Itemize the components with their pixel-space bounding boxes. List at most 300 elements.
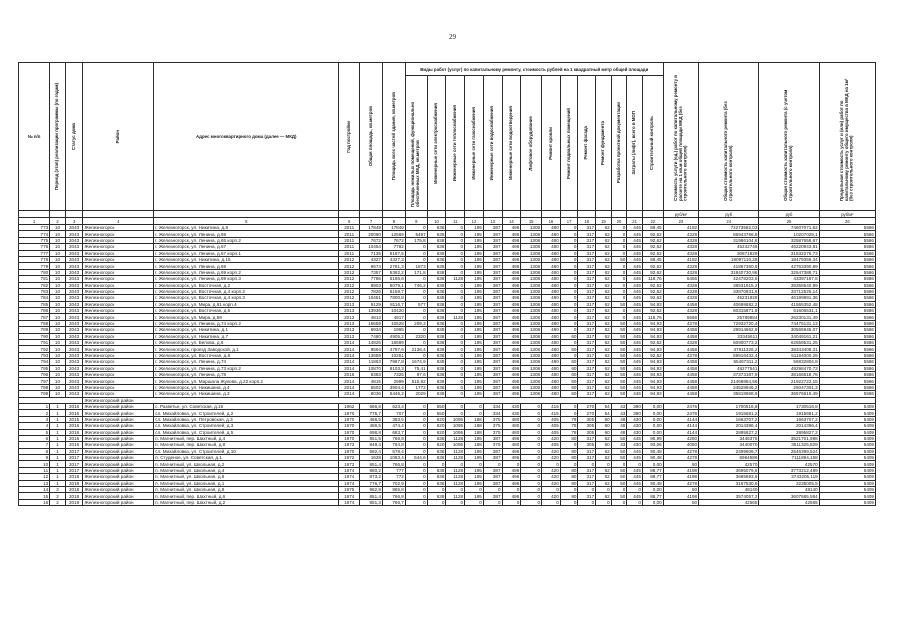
table-cell: 1 [50, 461, 66, 467]
table-cell: 10870 [360, 365, 383, 371]
table-cell: 4182 [663, 256, 698, 262]
table-cell: п. Магнитный, пер. Шахтный, д.6 [154, 493, 339, 499]
table-cell: 10 [50, 371, 66, 377]
table-cell: 0 [560, 263, 578, 269]
table-cell: Железногорск [83, 250, 154, 256]
table-cell: 430 [502, 410, 521, 416]
table-cell: 50 [611, 359, 627, 365]
column-number-cell: 26 [819, 218, 875, 225]
table-cell: 97,6 [405, 371, 427, 377]
col-total-cost-sk-header-text: Общая стоимость капитального ремонта (с учетом строительного контроля) [783, 89, 794, 201]
table-cell: Железногорский район [83, 410, 154, 416]
table-cell: 62 [596, 244, 612, 250]
table-cell: 0 [502, 461, 521, 467]
table-cell: 445 [627, 352, 643, 358]
table-cell: 5409 [819, 410, 875, 416]
table-cell: 789 [19, 327, 50, 333]
table-cell: 480 [542, 346, 561, 352]
table-cell: г. Железногорск, ул. Маршала Жукова, д.22 корп.2 [154, 378, 339, 384]
table-cell: 334 [483, 403, 502, 409]
table-cell: 188 [465, 416, 484, 422]
table-cell: 317 [578, 493, 596, 499]
table-cell: 80 [560, 435, 578, 441]
table-cell: 5586 [819, 308, 875, 314]
table-cell: 25789884 [699, 314, 759, 320]
table-cell: 4328 [663, 250, 698, 256]
table-cell: 445 [627, 231, 643, 237]
table-cell: 4328 [663, 308, 698, 314]
table-cell: 480 [542, 359, 561, 365]
table-cell: 7782 [382, 244, 405, 250]
table-cell: 0 [560, 250, 578, 256]
table-cell: 496 [502, 365, 521, 371]
table-cell: 0 [627, 461, 643, 467]
table-cell: 5586 [819, 301, 875, 307]
table-cell: 12 [19, 474, 50, 480]
table-cell: 0 [596, 461, 612, 467]
table-cell: 638 [427, 308, 446, 314]
table-cell: 480 [542, 237, 561, 243]
table-cell: 62 [596, 276, 612, 282]
table-cell: 195 [465, 237, 484, 243]
table-cell: 5586 [819, 391, 875, 397]
table-cell: 1 [50, 416, 66, 422]
table-cell: 317 [578, 295, 596, 301]
table-cell: 92,62 [642, 295, 663, 301]
table-cell: 5586 [819, 269, 875, 275]
table-cell: 92,62 [642, 352, 663, 358]
table-cell: 638 [427, 282, 446, 288]
table-cell: 18097110,28 [699, 256, 759, 262]
table-cell: 317 [578, 231, 596, 237]
table-cell: 780 [19, 269, 50, 275]
table-cell: 1308 [521, 256, 542, 262]
table-cell: 195 [465, 391, 484, 397]
table-cell: 5586 [819, 276, 875, 282]
table-cell: 8 [19, 448, 50, 454]
table-cell: 9 [19, 455, 50, 461]
work-type-header [578, 76, 596, 211]
table-cell: 1970 [339, 448, 360, 454]
table-cell: 14 [19, 487, 50, 493]
table-cell: 0 [521, 474, 542, 480]
table-cell: 638 [427, 276, 446, 282]
table-cell: 33870931,6 [699, 288, 759, 294]
table-cell: 2546399,524 [759, 448, 819, 454]
table-cell: 0 [405, 499, 427, 505]
table-cell: 50 [611, 448, 627, 454]
table-cell: 796 [19, 371, 50, 377]
table-cell: 48 [611, 429, 627, 435]
table-cell: 38343408,31 [759, 346, 819, 352]
table-cell: 0 [560, 461, 578, 467]
table-cell: 92,62 [642, 269, 663, 275]
table-cell: 8594 [360, 346, 383, 352]
table-cell: 93,06 [642, 442, 663, 448]
table-cell: 962,8 [360, 487, 383, 493]
table-cell: Железногорск [83, 237, 154, 243]
table-cell: 496 [502, 371, 521, 377]
table-cell: 405 [542, 442, 561, 448]
table-cell: 2 [50, 487, 66, 493]
table-cell: 5566 [663, 314, 698, 320]
table-cell: 0,00 [642, 461, 663, 467]
table-cell: 42570 [699, 461, 759, 467]
table-cell: 638 [427, 295, 446, 301]
table-cell: 80 [560, 467, 578, 473]
table-cell: 49298470,73 [759, 365, 819, 371]
table-cell: 0 [446, 391, 465, 397]
table-cell: 195 [465, 371, 484, 377]
table-cell: 2014 [339, 340, 360, 346]
table-cell: 387 [483, 384, 502, 390]
table-cell: Железногорский район [83, 474, 154, 480]
work-type-header-text: Строительный контроль [649, 115, 655, 171]
table-cell: сл. Михайловка, ул. Петровская, д.3 [154, 416, 339, 422]
table-cell: 764,8 [382, 442, 405, 448]
table-cell: 0 [560, 410, 578, 416]
table-cell: 1628 [360, 455, 383, 461]
table-cell: 10 [50, 288, 66, 294]
table-cell: 1128 [446, 455, 465, 461]
table-cell: 2013 [339, 333, 360, 339]
table-cell: 793 [19, 352, 50, 358]
table-cell: 387 [483, 269, 502, 275]
table-cell: 2999 [382, 378, 405, 384]
table-cell: 1973 [339, 461, 360, 467]
table-cell: 797 [19, 378, 50, 384]
column-number-cell: 22 [642, 218, 663, 225]
table-cell: 10 [50, 256, 66, 262]
table-cell: 88,77 [642, 467, 663, 473]
table-cell: 56832804,8 [759, 359, 819, 365]
table-cell: 60 [596, 442, 612, 448]
table-cell: 387 [483, 493, 502, 499]
table-cell: 1962 [339, 403, 360, 409]
table-cell: 0 [446, 340, 465, 346]
table-cell: 0 [521, 403, 542, 409]
table-cell: 5409 [819, 435, 875, 441]
table-cell: 420 [542, 435, 561, 441]
table-cell: 62 [596, 295, 612, 301]
col-period-header [50, 63, 66, 211]
table-cell: 317 [578, 269, 596, 275]
table-cell: 496 [502, 301, 521, 307]
table-cell: 175,8 [405, 237, 427, 243]
column-number-cell: 23 [663, 218, 698, 225]
table-cell: 480 [542, 250, 561, 256]
table-cell: 5456 [663, 276, 698, 282]
table-cell: 195 [465, 314, 484, 320]
table-cell: 0 [483, 499, 502, 505]
table-cell: 4144 [663, 416, 698, 422]
table-cell: 195 [465, 359, 484, 365]
table-cell: 0 [578, 487, 596, 493]
table-cell: 0 [521, 480, 542, 486]
table-cell: 0 [446, 269, 465, 275]
table-cell: 387 [483, 480, 502, 486]
table-cell: г. Железногорск, ул. Никитина, д.1 [154, 327, 339, 333]
table-cell: 1308 [521, 320, 542, 326]
table-cell: 2011 [339, 250, 360, 256]
table-cell: 2012 [339, 263, 360, 269]
table-cell: 2014 [339, 391, 360, 397]
table-cell: 445 [627, 237, 643, 243]
table-cell: 5586 [819, 314, 875, 320]
table-cell: 0 [560, 403, 578, 409]
table-cell: 62 [596, 263, 612, 269]
column-number-cell: 17 [560, 218, 578, 225]
table-cell: 387 [483, 371, 502, 377]
table-cell: сл. Михайловка, ул. Строителей, д.10 [154, 448, 339, 454]
table-cell: 638 [427, 480, 446, 486]
table-cell: 195 [465, 276, 484, 282]
table-cell: 445 [627, 435, 643, 441]
table-cell: 445 [627, 256, 643, 262]
table-cell: 0 [446, 263, 465, 269]
table-cell: 496 [502, 231, 521, 237]
capital-repair-table [18, 62, 876, 506]
table-cell: 578,4 [382, 448, 405, 454]
table-cell: 5586 [819, 365, 875, 371]
table-cell: 0 [405, 244, 427, 250]
table-cell: 0 [446, 384, 465, 390]
table-cell: 702,9 [382, 480, 405, 486]
table-cell: 445 [627, 288, 643, 294]
table-cell: 37911326,2 [699, 346, 759, 352]
table-cell: 496 [502, 295, 521, 301]
table-cell: 62 [596, 269, 612, 275]
table-cell: 195 [465, 435, 484, 441]
table-cell: 1974 [339, 480, 360, 486]
table-cell: 4458 [663, 391, 698, 397]
table-cell: Железногорский район [83, 448, 154, 454]
table-cell: 480 [502, 442, 521, 448]
table-cell: 1308 [521, 263, 542, 269]
table-cell: 5409 [819, 493, 875, 499]
table-cell: 0 [405, 410, 427, 416]
table-cell: 5586 [819, 256, 875, 262]
table-cell: 4182 [663, 225, 698, 231]
col-limit-cost-header [819, 63, 875, 211]
table-cell: 0 [521, 493, 542, 499]
table-cell: Железногорск [83, 308, 154, 314]
table-cell: 1915681,2 [759, 410, 819, 416]
table-cell: 5409 [819, 467, 875, 473]
table-cell: 50 [611, 371, 627, 377]
table-cell: 4198 [663, 493, 698, 499]
table-cell: 638 [427, 493, 446, 499]
table-cell: 0 [405, 288, 427, 294]
unit-cell: руб/м² [819, 211, 875, 218]
table-cell: 2012 [339, 282, 360, 288]
col-total-cost-header-text: Общая стоимость капитального ремонта (без строительного контроля) [722, 100, 733, 201]
table-cell: 638 [427, 333, 446, 339]
table-cell: 620 [427, 442, 446, 448]
table-cell: 2043 [65, 237, 83, 243]
table-cell: 5409 [819, 448, 875, 454]
table-cell: г. Железногорск, ул. Никишина, д.4 [154, 384, 339, 390]
table-cell: 118,76 [642, 276, 663, 282]
table-cell: 62 [596, 474, 612, 480]
table-cell: 5586 [819, 288, 875, 294]
table-cell: Железногорский район [83, 480, 154, 486]
table-cell: 31532276,73 [759, 250, 819, 256]
table-cell: 3904,4 [382, 384, 405, 390]
table-cell: 0 [446, 282, 465, 288]
table-cell: 2014396,4 [699, 423, 759, 429]
table-cell: 195 [465, 384, 484, 390]
table-cell: 62 [596, 391, 612, 397]
table-cell: 387 [483, 346, 502, 352]
table-cell: 5187,5 [382, 250, 405, 256]
table-cell: 776 [19, 244, 50, 250]
table-cell: 8116,7 [382, 301, 405, 307]
table-cell: 782 [19, 282, 50, 288]
table-cell: 2014 [339, 384, 360, 390]
column-number-cell: 12 [465, 218, 484, 225]
table-cell: 445 [627, 320, 643, 326]
table-cell: 42565 [759, 499, 819, 505]
table-cell: 387 [483, 359, 502, 365]
table-cell: 480 [542, 225, 561, 231]
table-cell: 4458 [663, 333, 698, 339]
table-cell: 480 [542, 371, 561, 377]
table-cell: 2895827,2 [759, 429, 819, 435]
table-cell: 638 [427, 256, 446, 262]
table-cell: 50 [611, 480, 627, 486]
table-cell: 2136,4 [405, 346, 427, 352]
header-row-units [19, 211, 876, 218]
table-cell: 0 [560, 269, 578, 275]
table-cell: п. Магнитный, ул. Школьная, д.8 [154, 487, 339, 493]
table-cell: 638 [427, 263, 446, 269]
table-cell: 317 [578, 371, 596, 377]
unit-cell: руб [699, 211, 759, 218]
table-cell: 387 [483, 455, 502, 461]
column-number-cell: 15 [521, 218, 542, 225]
table-cell: 92,62 [642, 340, 663, 346]
table-cell: 62 [596, 371, 612, 377]
table-cell: 638 [427, 340, 446, 346]
table-cell: 783 [19, 288, 50, 294]
table-cell: 50 [663, 487, 698, 493]
table-cell: п. Магнитный, ул. Школьная, д.1 [154, 480, 339, 486]
table-cell: 94,93 [642, 320, 663, 326]
table-cell: 10528 [382, 320, 405, 326]
table-cell: 746,2 [405, 282, 427, 288]
table-cell: 1308 [521, 269, 542, 275]
table-cell: г. Железногорск, ул. Ленина, д.69 корп.2 [154, 269, 339, 275]
table-cell: 94,93 [642, 378, 663, 384]
table-cell: 74607071,62 [759, 225, 819, 231]
table-cell: 4144 [663, 423, 698, 429]
table-cell: 638 [427, 391, 446, 397]
table-cell: 3574057,2 [699, 493, 759, 499]
table-cell: 1308 [521, 352, 542, 358]
table-cell: 2016 [65, 410, 83, 416]
table-cell: 10251 [382, 352, 405, 358]
table-cell: 3446375 [699, 435, 759, 441]
table-cell: 0 [560, 308, 578, 314]
table-cell: Железногорск [83, 244, 154, 250]
table-cell: 0 [611, 282, 627, 288]
table-cell: 8383 [360, 371, 383, 377]
table-cell: 317 [578, 263, 596, 269]
table-cell: 92,62 [642, 237, 663, 243]
table-cell: 305 [578, 423, 596, 429]
table-cell: 80 [560, 480, 578, 486]
table-cell: 78 [560, 423, 578, 429]
table-cell: 0 [627, 487, 643, 493]
table-cell: 0 [405, 423, 427, 429]
table-cell: 0 [596, 487, 612, 493]
table-cell: 1308 [521, 333, 542, 339]
table-cell: 787 [19, 314, 50, 320]
table-cell: 430 [627, 442, 643, 448]
table-cell: 445 [627, 346, 643, 352]
table-cell: 62 [596, 288, 612, 294]
table-cell: п. Студеное, ул. Советская, д.1 [154, 455, 339, 461]
table-cell: 1083,4 [382, 455, 405, 461]
table-cell: 42478203,6 [699, 276, 759, 282]
table-cell: 798 [19, 384, 50, 390]
table-cell: 0 [446, 487, 465, 493]
table-cell: 2043 [65, 282, 83, 288]
table-cell: 0 [427, 499, 446, 505]
table-cell: г. Железногорск, проезд Заводской, д.1 [154, 346, 339, 352]
table-cell: 0 [465, 461, 484, 467]
table-cell: 50 [611, 365, 627, 371]
table-cell: 1974 [339, 499, 360, 505]
table-cell: 5446,2 [382, 391, 405, 397]
table-cell: 1308 [521, 301, 542, 307]
table-cell: 0 [446, 365, 465, 371]
table-cell: 851,3 [360, 499, 383, 505]
table-cell: 195 [465, 378, 484, 384]
table-cell: 0 [465, 403, 484, 409]
table-cell: 8103,3 [382, 365, 405, 371]
table-cell: 317 [578, 308, 596, 314]
table-cell: 480 [542, 244, 561, 250]
table-cell: 88,77 [642, 493, 663, 499]
table-cell: 415 [542, 403, 561, 409]
table-cell: 195 [465, 301, 484, 307]
table-cell: г. Железногорск, ул. Ленина, д.74 [154, 359, 339, 365]
table-cell: 48 [611, 416, 627, 422]
table-cell: 496 [502, 391, 521, 397]
column-number-cell: 6 [339, 218, 360, 225]
table-cell: 0 [521, 448, 542, 454]
work-type-header-text: Инженерные сети теплоснабжения [451, 104, 457, 182]
table-cell: 195 [465, 493, 484, 499]
col-status-header-text: Статус дома [70, 122, 76, 151]
table-cell: 74475131,13 [759, 320, 819, 326]
table-cell: 317 [578, 448, 596, 454]
table-cell: 387 [483, 256, 502, 262]
table-cell: 387 [483, 295, 502, 301]
table-cell: 2012 [339, 269, 360, 275]
table-cell: 41867360,8 [699, 263, 759, 269]
table-cell: 4328 [663, 263, 698, 269]
table-cell: 29914662,9 [699, 327, 759, 333]
table-cell: 25047301,3 [759, 384, 819, 390]
table-cell: 387 [483, 225, 502, 231]
table-cell: 0 [611, 225, 627, 231]
table-cell: Железногорск [83, 225, 154, 231]
table-cell: 0 [446, 333, 465, 339]
table-cell: 496 [502, 288, 521, 294]
